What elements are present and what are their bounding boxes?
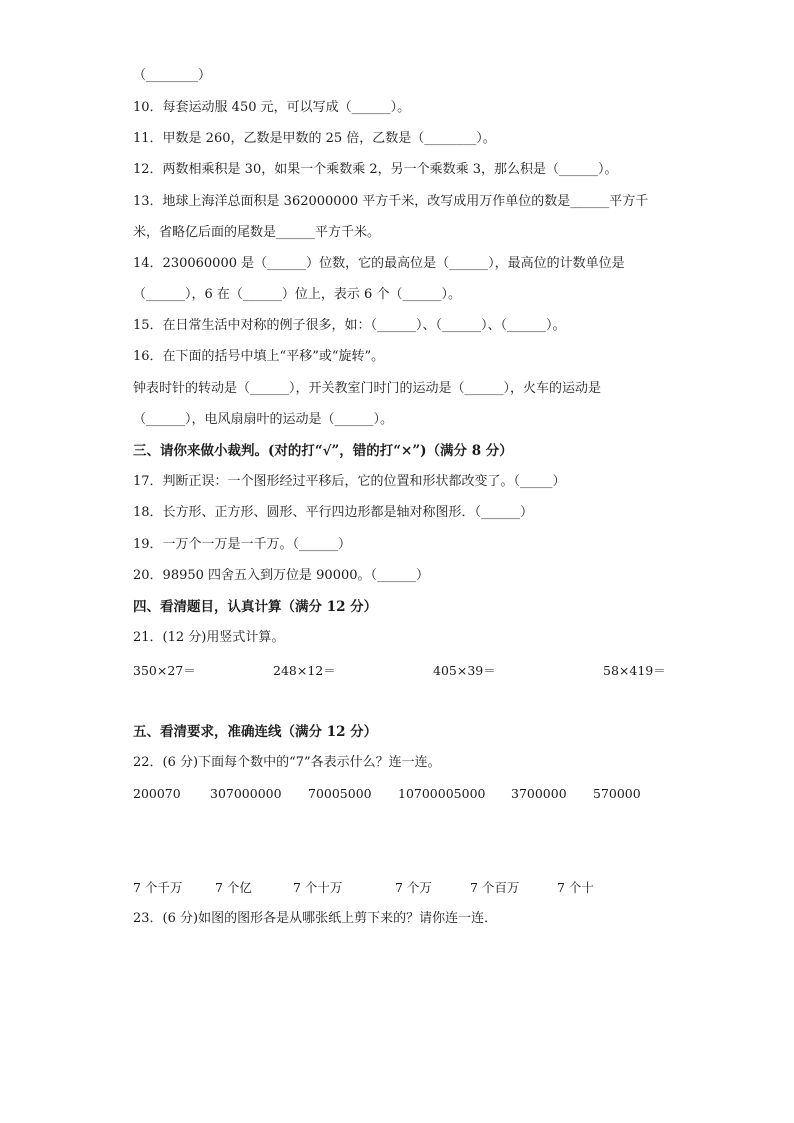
meaning-item: 7 个万: [395, 880, 432, 895]
question-16-line3: （______），电风扇扇叶的运动是（______）。: [133, 412, 394, 427]
number-item: 10700005000: [398, 786, 486, 801]
number-item: 570000: [593, 786, 641, 801]
meaning-row: [133, 878, 693, 896]
calc-item: 248×12＝: [273, 663, 336, 678]
number-item: 70005000: [308, 786, 372, 801]
question-15: 15．在日常生活中对称的例子很多，如：（______）、（______）、（______）。: [133, 318, 566, 333]
calc-item: 350×27＝: [133, 663, 196, 678]
question-16: 16．在下面的括号中填上“平移”或“旋转”。: [133, 349, 385, 364]
question-20: 20．98950 四舍五入到万位是 90000。（______）: [133, 568, 430, 583]
q9-answer-blank: （________）: [133, 68, 212, 83]
calc-item: 58×419＝: [603, 663, 666, 678]
question-22: 22．(6 分)下面每个数中的“7”各表示什么？连一连。: [133, 755, 441, 770]
question-18: 18．长方形、正方形、圆形、平行四边形都是轴对称图形．（______）: [133, 505, 534, 520]
section-3-title: 三、请你来做小裁判。(对的打“√”，错的打“×”)（满分 8 分）: [133, 443, 513, 459]
section-4-title: 四、看清题目，认真计算（满分 12 分）: [133, 599, 378, 615]
calc-item: 405×39＝: [433, 663, 496, 678]
number-item: 3700000: [511, 786, 567, 801]
number-row: [133, 786, 693, 804]
number-item: 200070: [133, 786, 181, 801]
number-item: 307000000: [210, 786, 282, 801]
calc-row: [133, 661, 693, 679]
question-13-line1: 13．地球上海洋总面积是 362000000 平方千米，改写成用万作单位的数是______平方千: [133, 194, 649, 209]
question-23: 23．(6 分)如图的图形各是从哪张纸上剪下来的？请你连一连．: [133, 911, 498, 926]
meaning-item: 7 个十: [557, 880, 594, 895]
question-21: 21．(12 分)用竖式计算。: [133, 630, 285, 645]
question-12: 12．两数相乘积是 30，如果一个乘数乘 2，另一个乘数乘 3，那么积是（______）。: [133, 162, 618, 177]
meaning-item: 7 个千万: [133, 880, 183, 895]
question-17: 17．判断正误：一个图形经过平移后，它的位置和形状都改变了。（_____）: [133, 474, 566, 489]
question-14-line1: 14．230060000 是（______）位数，它的最高位是（______），最高位的计数单位是: [133, 256, 625, 271]
section-5-title: 五、看清要求，准确连线（满分 12 分）: [133, 724, 378, 740]
question-19: 19．一万个一万是一千万。（______）: [133, 537, 352, 552]
question-11: 11．甲数是 260，乙数是甲数的 25 倍，乙数是（________）。: [133, 131, 496, 146]
meaning-item: 7 个十万: [293, 880, 343, 895]
question-13-line2: 米，省略亿后面的尾数是______平方千米。: [133, 225, 381, 240]
meaning-item: 7 个亿: [215, 880, 252, 895]
meaning-item: 7 个百万: [470, 880, 520, 895]
question-16-line2: 钟表时针的转动是（______），开关教室门时门的运动是（______），火车的运动是: [133, 381, 602, 396]
question-14-line2: （______），6 在（______）位上，表示 6 个（______）。: [133, 287, 461, 302]
question-10: 10．每套运动服 450 元，可以写成（______）。: [133, 100, 411, 115]
